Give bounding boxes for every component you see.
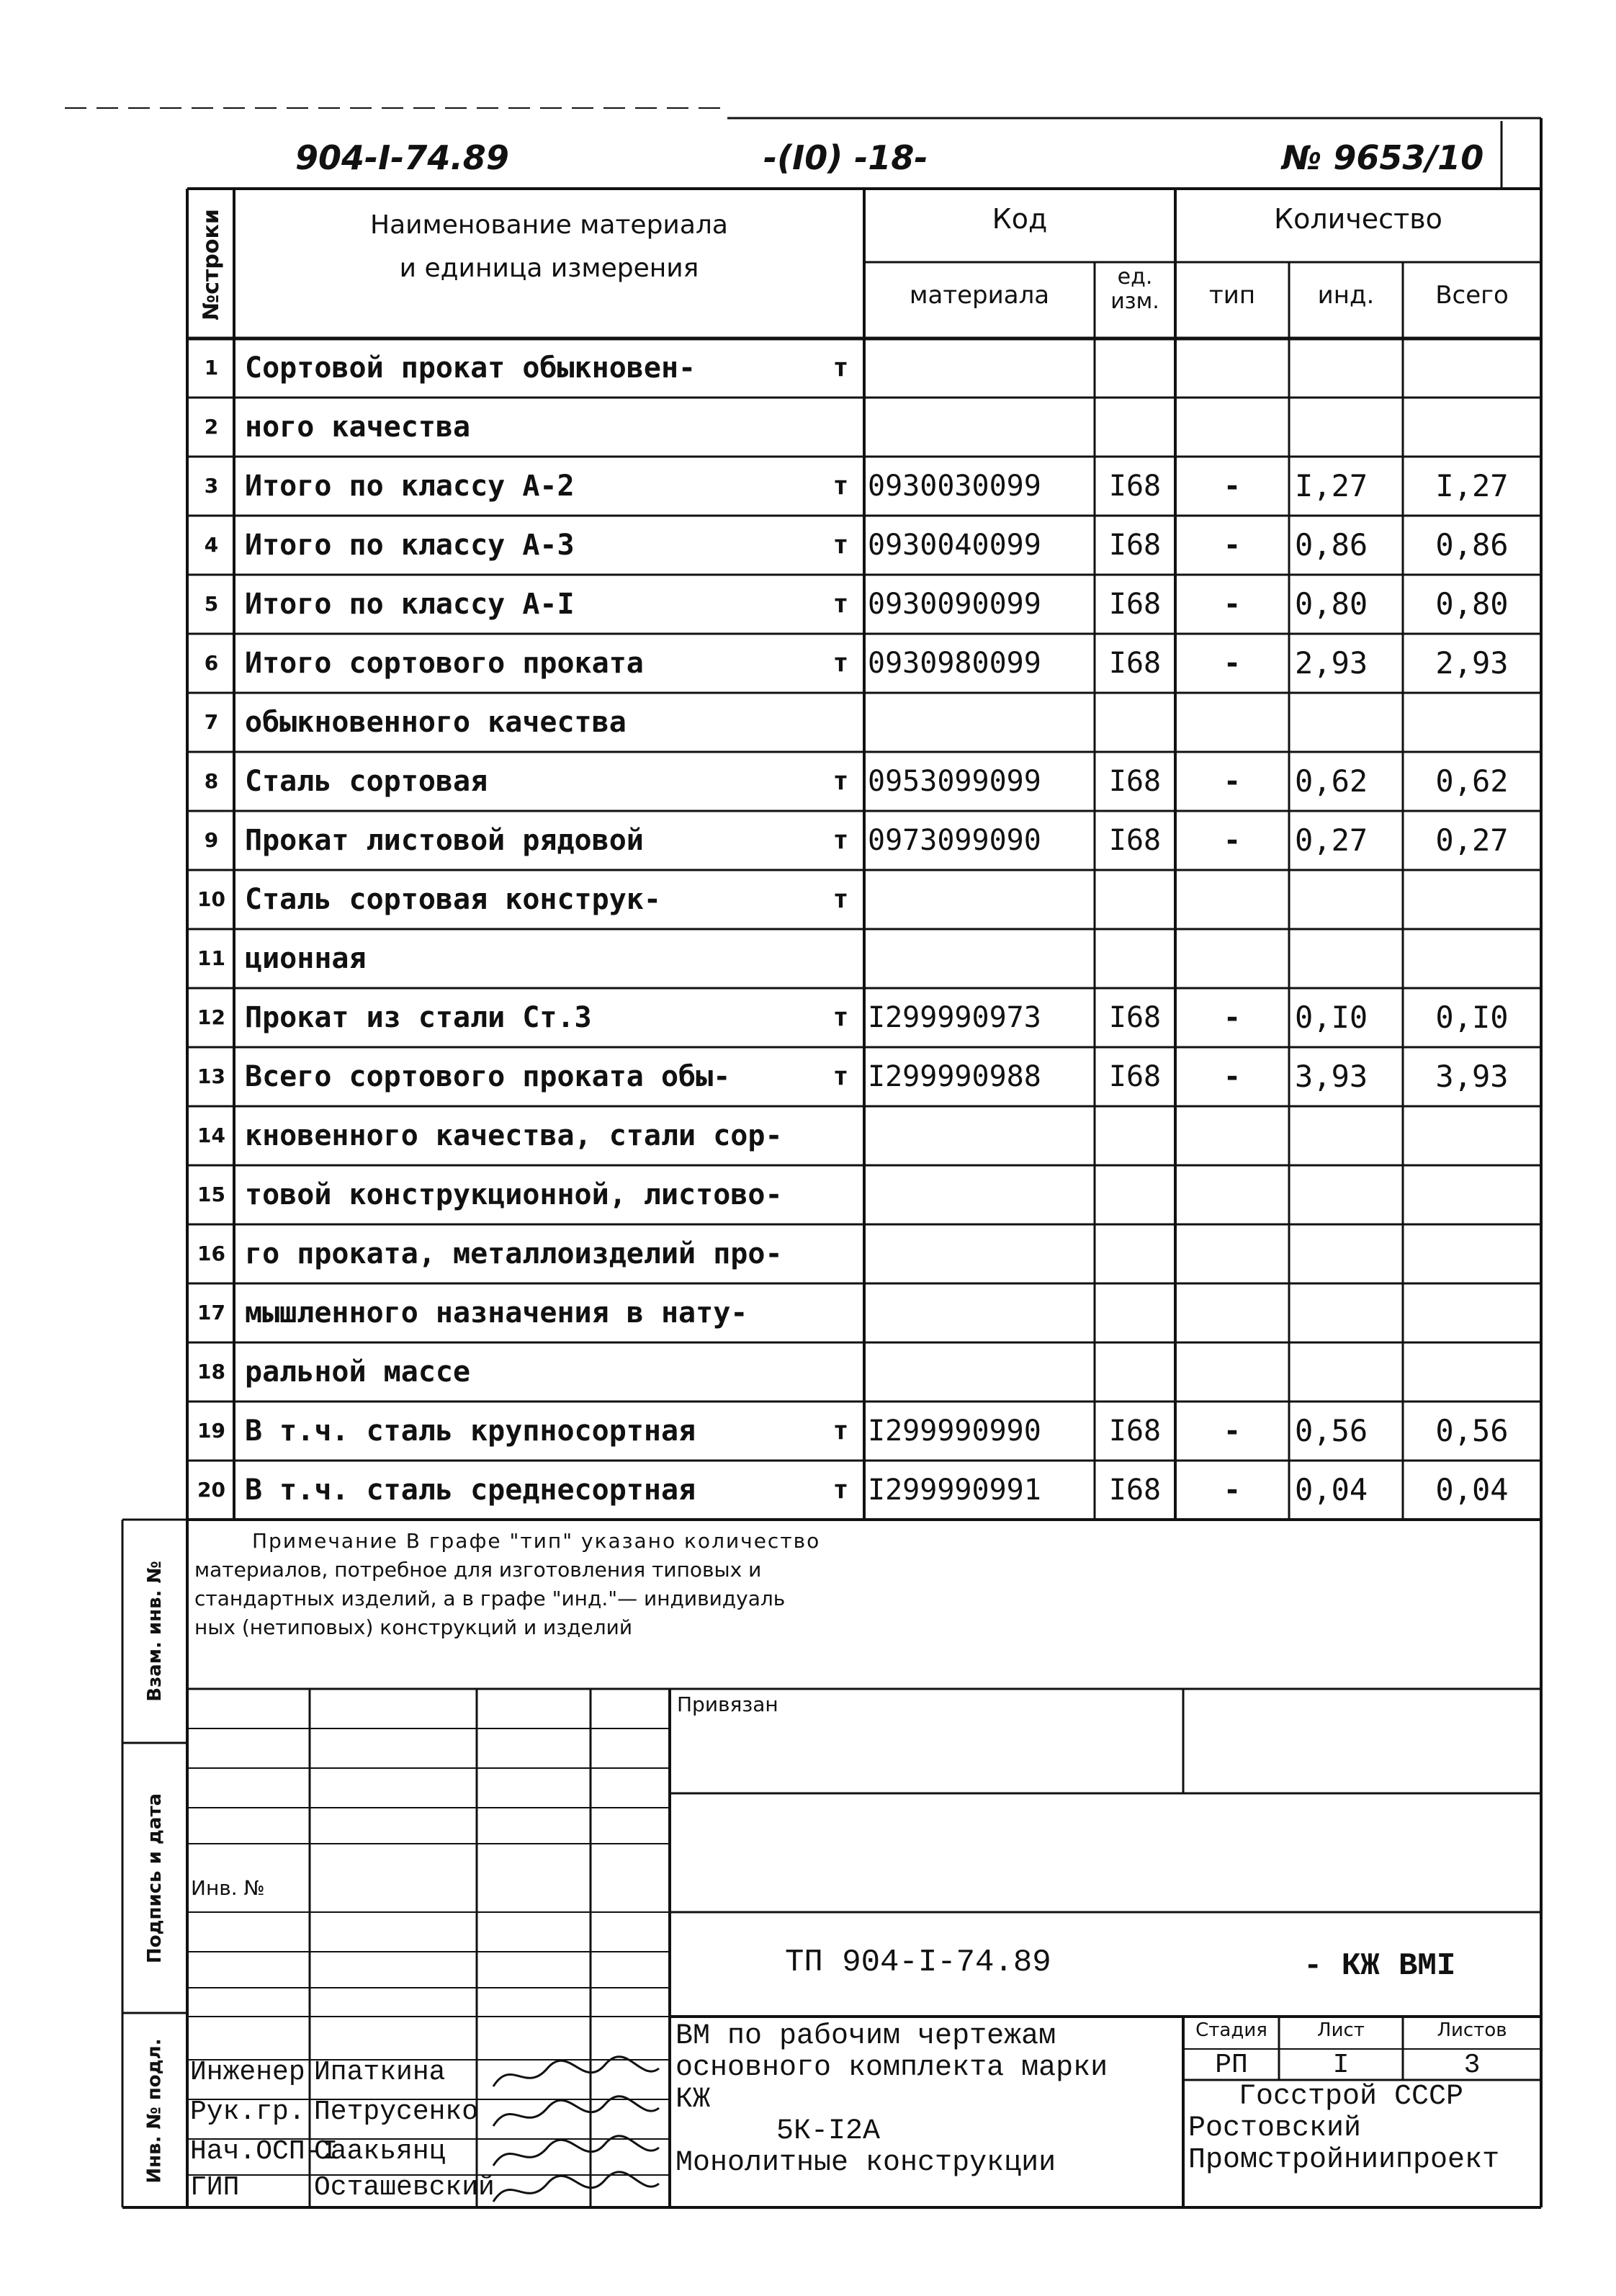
note-line-3: стандартных изделий, а в графе "инд."— индивидуаль <box>194 1587 786 1610</box>
unit-code: I68 <box>1108 647 1162 680</box>
qty-ind <box>1295 1342 1403 1402</box>
material-code <box>868 338 1092 398</box>
material-unit: т <box>832 884 849 914</box>
material-name: Сталь сортовая конструк- <box>245 883 661 916</box>
qty-total <box>1404 1283 1540 1342</box>
material-unit <box>821 1224 861 1283</box>
table-row <box>0 1047 1616 1106</box>
code-material-header: материала <box>909 281 1050 310</box>
row-number: 6 <box>204 651 219 675</box>
qty-total-header: Всего <box>1435 281 1509 310</box>
signer-role: Нач.ОСП-I <box>190 2136 338 2167</box>
material-name: Итого по классу А-I <box>245 588 575 621</box>
org-line-1: Госстрой СССР <box>1239 2081 1464 2113</box>
material-name: Всего сортового проката обы- <box>245 1060 731 1093</box>
qty-ind <box>1295 1283 1403 1342</box>
note <box>194 1527 820 1642</box>
material-unit <box>821 398 861 457</box>
qty-ind <box>1295 398 1403 457</box>
qty-type <box>1177 398 1288 457</box>
qty-ind <box>1295 1106 1403 1165</box>
qty-type: - <box>1223 824 1242 857</box>
material-code <box>868 929 1092 988</box>
stage-label: Стадия <box>1195 2019 1267 2041</box>
sheet-value: I <box>1332 2050 1350 2081</box>
material-unit: т <box>832 353 849 382</box>
qty-ind <box>1295 929 1403 988</box>
material-unit: т <box>832 648 849 678</box>
unit-code <box>1096 1342 1174 1402</box>
qty-total <box>1404 870 1540 929</box>
row-number: 8 <box>204 769 219 793</box>
row-number: 7 <box>204 710 219 734</box>
material-unit: т <box>832 530 849 560</box>
table-row <box>0 870 1616 929</box>
table-row <box>0 1224 1616 1283</box>
sheets-label: Листов <box>1437 2019 1507 2041</box>
qty-type <box>1177 338 1288 398</box>
signer-name: Ипаткина <box>314 2057 446 2088</box>
qty-ind: 0,27 <box>1295 822 1368 858</box>
material-name: Итого по классу А-3 <box>245 529 575 562</box>
qty-total <box>1404 1165 1540 1224</box>
qty-total: 0,27 <box>1435 822 1509 858</box>
desc-line-1: ВМ по рабочим чертежам <box>675 2020 1056 2053</box>
material-code: I299990988 <box>868 1060 1041 1093</box>
drawing-description <box>675 2021 1108 2179</box>
table-row <box>0 634 1616 693</box>
material-name: го проката, металлоизделий про- <box>245 1237 783 1270</box>
material-unit <box>821 929 861 988</box>
unit-code <box>1096 870 1174 929</box>
material-code <box>868 398 1092 457</box>
qty-ind: 2,93 <box>1295 645 1368 681</box>
material-code <box>868 1224 1092 1283</box>
table-row <box>0 693 1616 752</box>
sheet-label: Лист <box>1317 2019 1365 2041</box>
material-code: 0973099090 <box>868 824 1041 857</box>
note-line-2: материалов, потребное для изготовления типовых и <box>194 1558 762 1582</box>
material-name: Сталь сортовая <box>245 765 488 798</box>
note-line-4: ных (нетиповых) конструкций и изделий <box>194 1615 633 1639</box>
row-number: 16 <box>197 1242 225 1265</box>
code-unit-header: ед. изм. <box>1110 264 1159 314</box>
material-name: ного качества <box>245 411 471 444</box>
material-code <box>868 1106 1092 1165</box>
table-row <box>0 1402 1616 1461</box>
unit-code <box>1096 929 1174 988</box>
material-unit: т <box>832 471 849 501</box>
qty-type <box>1177 1283 1288 1342</box>
qty-total <box>1404 693 1540 752</box>
qty-total: 3,93 <box>1435 1059 1509 1094</box>
unit-code <box>1096 1224 1174 1283</box>
qty-total: 0,80 <box>1435 586 1509 622</box>
material-unit <box>821 1342 861 1402</box>
qty-total: 0,86 <box>1435 527 1509 562</box>
signer-role: Рук.гр. <box>190 2097 305 2127</box>
sheet-number: № 9653/10 <box>1282 138 1484 177</box>
signer-role: Инженер <box>190 2057 305 2088</box>
organization <box>1188 2081 1499 2176</box>
qty-total: 0,56 <box>1435 1413 1509 1448</box>
material-name: Итого сортового проката <box>245 647 644 680</box>
row-no-header: №строки <box>198 208 224 320</box>
material-code <box>868 1342 1092 1402</box>
unit-code: I68 <box>1108 1001 1162 1034</box>
desc-line-2: основного комплекта марки <box>675 2052 1108 2084</box>
side-label-vzam: Взам. инв. № <box>144 1561 166 1702</box>
qty-ind <box>1295 693 1403 752</box>
row-number: 1 <box>204 356 219 380</box>
table-row <box>0 988 1616 1047</box>
table-row <box>0 457 1616 516</box>
qty-type: - <box>1223 1001 1242 1034</box>
row-number: 13 <box>197 1064 225 1088</box>
qty-ind: 0,62 <box>1295 763 1368 799</box>
unit-code <box>1096 693 1174 752</box>
material-code: 0930040099 <box>868 529 1041 562</box>
qty-total <box>1404 929 1540 988</box>
row-number: 18 <box>197 1360 225 1384</box>
qty-ind: 0,I0 <box>1295 1000 1368 1035</box>
signer-name: Петрусенко <box>314 2097 479 2127</box>
material-code <box>868 1165 1092 1224</box>
material-code <box>868 693 1092 752</box>
doc-code: 904-I-74.89 <box>295 138 509 177</box>
qty-total: 0,04 <box>1435 1472 1509 1507</box>
table-row <box>0 1106 1616 1165</box>
unit-code <box>1096 398 1174 457</box>
unit-code: I68 <box>1108 1060 1162 1093</box>
row-number: 4 <box>204 533 219 557</box>
qty-type: - <box>1223 470 1242 503</box>
qty-ind-header: инд. <box>1317 281 1375 310</box>
unit-code <box>1096 1283 1174 1342</box>
code-header: Код <box>992 203 1048 235</box>
mark-code: - КЖ ВМI <box>1303 1948 1456 1984</box>
row-number: 3 <box>204 474 219 498</box>
table-row <box>0 338 1616 398</box>
tp-code: ТП 904-I-74.89 <box>785 1945 1051 1981</box>
material-unit: т <box>832 766 849 796</box>
material-name: В т.ч. сталь крупносортная <box>245 1414 696 1448</box>
table-row <box>0 929 1616 988</box>
material-name: мышленного назначения в нату- <box>245 1296 748 1329</box>
material-unit <box>821 1283 861 1342</box>
material-name: Итого по классу А-2 <box>245 470 575 503</box>
material-unit: т <box>832 1062 849 1091</box>
unit-code <box>1096 1106 1174 1165</box>
row-number: 12 <box>197 1005 225 1029</box>
material-code <box>868 870 1092 929</box>
material-name: В т.ч. сталь среднесортная <box>245 1474 696 1507</box>
inv-no-label: Инв. № <box>191 1876 265 1900</box>
table-row <box>0 752 1616 811</box>
name-header-line1: Наименование материала <box>370 210 728 240</box>
material-name: кновенного качества, стали сор- <box>245 1119 783 1152</box>
qty-total <box>1404 1106 1540 1165</box>
unit-code: I68 <box>1108 529 1162 562</box>
material-unit <box>821 693 861 752</box>
material-code: 0930090099 <box>868 588 1041 621</box>
unit-code: I68 <box>1108 824 1162 857</box>
table-row <box>0 1283 1616 1342</box>
org-line-3: Промстройниипроект <box>1188 2144 1500 2176</box>
unit-code: I68 <box>1108 1474 1162 1507</box>
qty-ind <box>1295 338 1403 398</box>
unit-code: I68 <box>1108 1414 1162 1448</box>
material-unit <box>821 1106 861 1165</box>
qty-total: 0,62 <box>1435 763 1509 799</box>
row-number: 9 <box>204 828 219 852</box>
qty-type: - <box>1223 647 1242 680</box>
side-label-podpis: Подпись и дата <box>144 1793 166 1963</box>
qty-type: - <box>1223 529 1242 562</box>
table-row <box>0 811 1616 870</box>
material-unit: т <box>832 1416 849 1445</box>
qty-type <box>1177 1106 1288 1165</box>
stage-value: РП <box>1215 2050 1248 2081</box>
material-code: I299990990 <box>868 1414 1041 1448</box>
unit-code <box>1096 338 1174 398</box>
handwritten-signature <box>490 2054 663 2097</box>
material-unit <box>821 1165 861 1224</box>
handwritten-signature <box>490 2169 663 2212</box>
privyazan-label: Привязан <box>677 1692 778 1716</box>
material-code: I299990973 <box>868 1001 1041 1034</box>
material-name: Сортовой прокат обыкновен- <box>245 351 696 385</box>
sheets-value: 3 <box>1463 2050 1481 2081</box>
qty-ind: 0,80 <box>1295 586 1368 622</box>
material-name: ционная <box>245 942 367 975</box>
signer-role: ГИП <box>190 2172 240 2203</box>
material-code: 0930980099 <box>868 647 1041 680</box>
material-name: ральной массе <box>245 1355 471 1389</box>
material-unit: т <box>832 589 849 619</box>
material-unit: т <box>832 825 849 855</box>
qty-type <box>1177 1342 1288 1402</box>
qty-total: 2,93 <box>1435 645 1509 681</box>
row-number: 2 <box>204 415 219 439</box>
material-name: Прокат из стали Ст.3 <box>245 1001 592 1034</box>
qty-type <box>1177 870 1288 929</box>
qty-total <box>1404 398 1540 457</box>
signer-name: Саакьянц <box>314 2136 446 2167</box>
qty-ind: 0,86 <box>1295 527 1368 562</box>
side-label-inv: Инв. № подл. <box>144 2038 166 2184</box>
material-unit: т <box>832 1003 849 1032</box>
qty-type <box>1177 693 1288 752</box>
material-code: I299990991 <box>868 1474 1041 1507</box>
desc-line-5: Монолитные конструкции <box>675 2147 1056 2179</box>
unit-code: I68 <box>1108 765 1162 798</box>
qty-type-header: тип <box>1208 281 1256 310</box>
qty-total <box>1404 338 1540 398</box>
row-number: 15 <box>197 1183 225 1206</box>
material-unit: т <box>832 1475 849 1504</box>
table-row <box>0 1461 1616 1520</box>
page-mark: -(I0) -18- <box>763 138 928 177</box>
table-row <box>0 1165 1616 1224</box>
org-line-2: Ростовский <box>1188 2112 1362 2145</box>
unit-code <box>1096 1165 1174 1224</box>
row-number: 10 <box>197 887 225 911</box>
qty-ind <box>1295 870 1403 929</box>
table-row <box>0 575 1616 634</box>
qty-ind: I,27 <box>1295 468 1368 503</box>
qty-ind: 3,93 <box>1295 1059 1368 1094</box>
qty-ind: 0,04 <box>1295 1472 1368 1507</box>
table-row <box>0 1342 1616 1402</box>
material-name: товой конструкционной, листово- <box>245 1178 783 1211</box>
qty-type <box>1177 1165 1288 1224</box>
qty-total: I,27 <box>1435 468 1509 503</box>
qty-type <box>1177 1224 1288 1283</box>
qty-type: - <box>1223 1414 1242 1448</box>
note-line-1: Примечание В графе "тип" указано количество <box>252 1529 821 1553</box>
row-number: 20 <box>197 1478 225 1502</box>
name-header-line2: и единица измерения <box>399 254 699 283</box>
qty-type: - <box>1223 765 1242 798</box>
row-number: 14 <box>197 1124 225 1147</box>
qty-total <box>1404 1342 1540 1402</box>
qty-type: - <box>1223 1060 1242 1093</box>
qty-type: - <box>1223 588 1242 621</box>
desc-line-4: 5К-I2А <box>776 2115 881 2148</box>
material-code: 0953099099 <box>868 765 1041 798</box>
qty-header: Количество <box>1274 203 1442 235</box>
qty-total <box>1404 1224 1540 1283</box>
table-row <box>0 398 1616 457</box>
material-name: Прокат листовой рядовой <box>245 824 644 857</box>
unit-code: I68 <box>1108 470 1162 503</box>
qty-type: - <box>1223 1474 1242 1507</box>
unit-code: I68 <box>1108 588 1162 621</box>
signer-name: Осташевский <box>314 2172 495 2203</box>
material-code <box>868 1283 1092 1342</box>
desc-line-3: КЖ <box>675 2084 711 2116</box>
qty-type <box>1177 929 1288 988</box>
qty-ind <box>1295 1165 1403 1224</box>
row-number: 5 <box>204 592 219 616</box>
row-number: 19 <box>197 1419 225 1443</box>
qty-ind <box>1295 1224 1403 1283</box>
row-number: 11 <box>197 946 225 970</box>
qty-ind: 0,56 <box>1295 1413 1368 1448</box>
material-code: 0930030099 <box>868 470 1041 503</box>
material-name: обыкновенного качества <box>245 706 627 739</box>
handwritten-signature <box>490 2094 663 2137</box>
table-row <box>0 516 1616 575</box>
qty-total: 0,I0 <box>1435 1000 1509 1035</box>
row-number: 17 <box>197 1301 225 1324</box>
